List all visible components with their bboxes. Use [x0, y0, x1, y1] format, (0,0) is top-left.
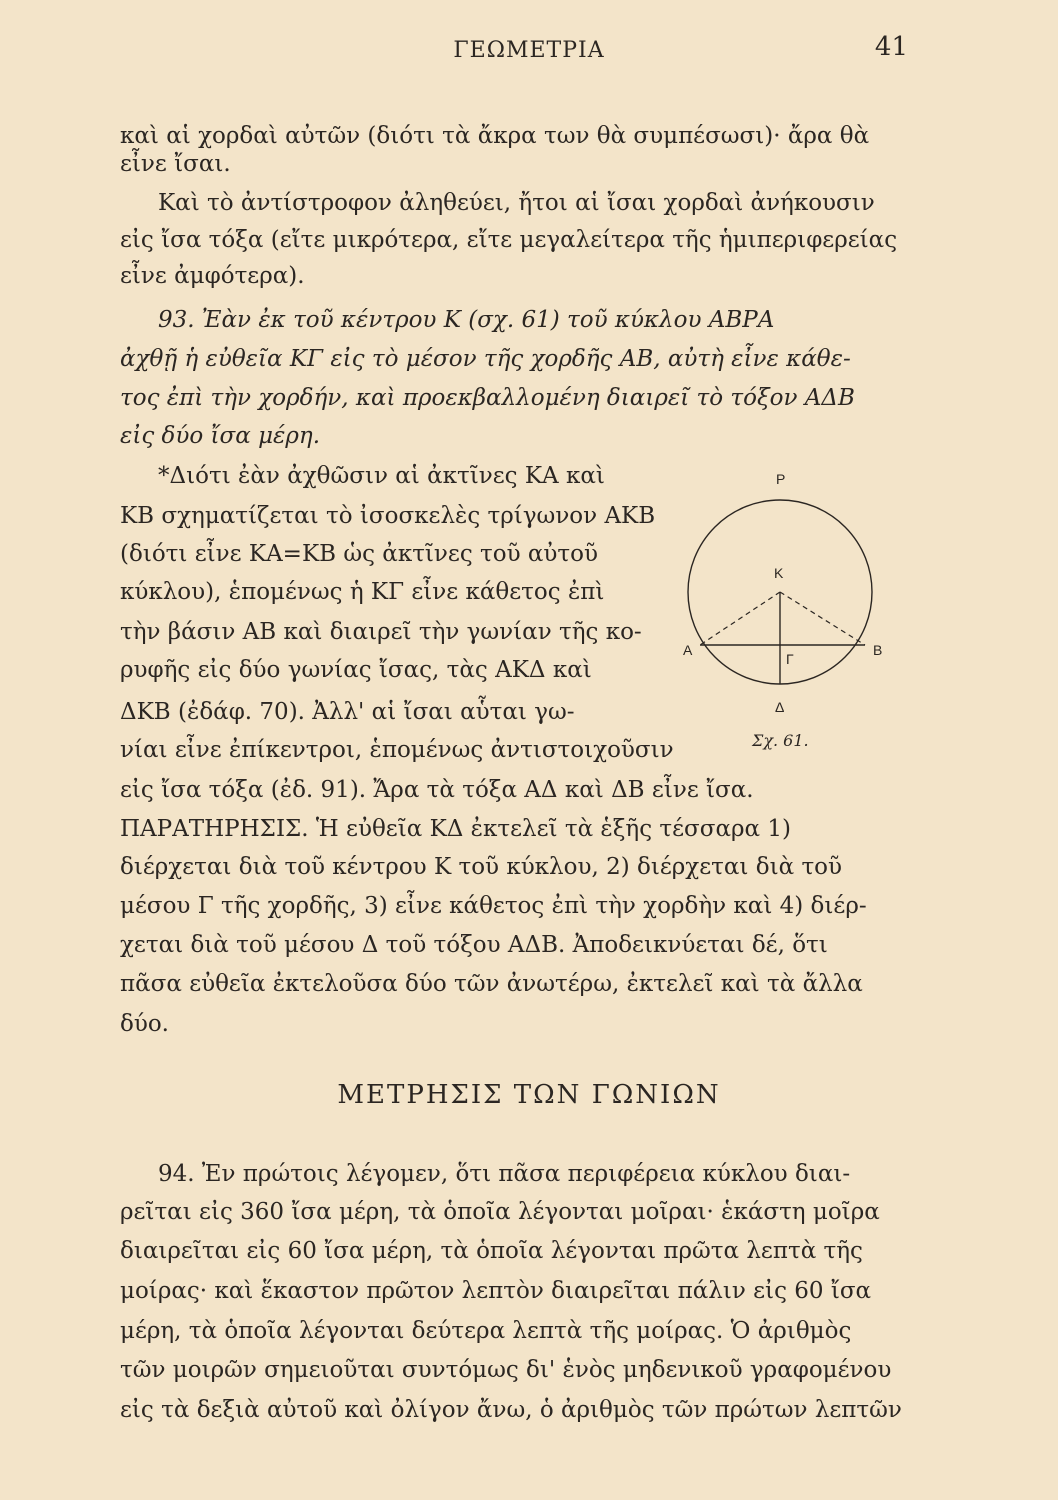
- text-line: *Διότι ἐὰν ἀχθῶσιν αἱ ἀκτῖνες ΚΑ καὶ: [158, 463, 605, 489]
- text-line: τος ἐπὶ τὴν χορδήν, καὶ προεκβαλλομένη διαιρεῖ τὸ τόξον ΑΔΒ: [120, 385, 855, 411]
- text-line: διαιρεῖται εἰς 60 ἴσα μέρη, τὰ ὁποῖα λέγονται πρῶτα λεπτὰ τῆς: [120, 1238, 863, 1264]
- label-p: Ρ: [776, 471, 786, 487]
- text-line: εἶνε ἀμφότερα).: [120, 263, 305, 289]
- label-g: Γ: [786, 651, 794, 667]
- radius-ka: [700, 592, 780, 645]
- text-line: καὶ αἱ χορδαὶ αὐτῶν (διότι τὰ ἄκρα των θὰ συμπέσωσι)· ἄρα θὰ: [120, 123, 870, 149]
- text-line: τῶν μοιρῶν σημειοῦται συντόμως δι' ἑνὸς μηδενικοῦ γραφομένου: [120, 1357, 892, 1383]
- label-a: Α: [683, 642, 693, 658]
- text-line: εἶνε ἴσαι.: [120, 151, 231, 177]
- text-line: τὴν βάσιν ΑΒ καὶ διαιρεῖ τὴν γωνίαν τῆς κο-: [120, 619, 642, 645]
- text-line: ΔΚΒ (ἐδάφ. 70). Ἀλλ' αἱ ἴσαι αὗται γω-: [120, 699, 575, 725]
- section-heading: ΜΕΤΡΗΣΙΣ ΤΩΝ ΓΩΝΙΩΝ: [337, 1080, 721, 1110]
- text-line: δύο.: [120, 1011, 169, 1037]
- text-line: νίαι εἶνε ἐπίκεντροι, ἑπομένως ἀντιστοιχοῦσιν: [120, 737, 674, 763]
- text-line: ἀχθῇ ἡ εὐθεῖα ΚΓ εἰς τὸ μέσον τῆς χορδῆς ΑΒ, αὐτὴ εἶνε κάθε-: [120, 346, 851, 372]
- text-line: εἰς ἴσα τόξα (εἴτε μικρότερα, εἴτε μεγαλείτερα τῆς ἡμιπεριφερείας: [120, 227, 898, 253]
- label-b: Β: [873, 642, 883, 658]
- text-line: Καὶ τὸ ἀντίστροφον ἀληθεύει, ἤτοι αἱ ἴσαι χορδαὶ ἀνήκουσιν: [158, 190, 875, 216]
- text-line: ΠΑΡΑΤΗΡΗΣΙΣ. Ἡ εὐθεῖα ΚΔ ἐκτελεῖ τὰ ἑξῆς τέσσαρα 1): [120, 816, 791, 842]
- text-line: ρυφῆς εἰς δύο γωνίας ἴσας, τὰς ΑΚΔ καὶ: [120, 657, 592, 683]
- text-line: ΚΒ σχηματίζεται τὸ ἰσοσκελὲς τρίγωνον ΑΚΒ: [120, 503, 656, 529]
- text-line: εἰς τὰ δεξιὰ αὐτοῦ καὶ ὀλίγον ἄνω, ὁ ἀριθμὸς τῶν πρώτων λεπτῶν: [120, 1397, 902, 1423]
- label-d: Δ: [775, 699, 785, 715]
- text-line: διέρχεται διὰ τοῦ κέντρου Κ τοῦ κύκλου, 2) διέρχεται διὰ τοῦ: [120, 854, 843, 880]
- text-line: πᾶσα εὐθεῖα ἐκτελοῦσα δύο τῶν ἀνωτέρω, ἐκτελεῖ καὶ τὰ ἄλλα: [120, 971, 863, 997]
- text-line: 93. Ἐὰν ἐκ τοῦ κέντρου Κ (σχ. 61) τοῦ κύκλου ΑΒΡΑ: [158, 307, 775, 333]
- text-line: κύκλου), ἑπομένως ἡ ΚΓ εἶνε κάθετος ἐπὶ: [120, 579, 605, 605]
- radius-kb: [780, 592, 865, 645]
- text-line: μέσου Γ τῆς χορδῆς, 3) εἶνε κάθετος ἐπὶ τὴν χορδὴν καὶ 4) διέρ-: [120, 893, 867, 919]
- label-k: Κ: [774, 565, 784, 581]
- text-line: 94. Ἐν πρώτοις λέγομεν, ὅτι πᾶσα περιφέρεια κύκλου διαι-: [158, 1161, 851, 1187]
- text-line: ρεῖται εἰς 360 ἴσα μέρη, τὰ ὁποῖα λέγονται μοῖραι· ἑκάστη μοῖρα: [120, 1199, 880, 1225]
- page-number: 41: [874, 32, 908, 62]
- text-line: (διότι εἶνε ΚΑ=ΚΒ ὡς ἀκτῖνες τοῦ αὐτοῦ: [120, 541, 598, 567]
- running-header-title: ΓΕΩΜΕΤΡΙΑ: [453, 38, 605, 63]
- text-line: μέρη, τὰ ὁποῖα λέγονται δεύτερα λεπτὰ τῆς μοίρας. Ὁ ἀριθμὸς: [120, 1318, 852, 1344]
- figure-61: [680, 450, 900, 760]
- text-line: μοίρας· καὶ ἕκαστον πρῶτον λεπτὸν διαιρεῖται πάλιν εἰς 60 ἴσα: [120, 1278, 872, 1304]
- figure-caption: Σχ. 61.: [752, 731, 809, 750]
- text-line: εἰς ἴσα τόξα (ἐδ. 91). Ἄρα τὰ τόξα ΑΔ καὶ ΔΒ εἶνε ἴσα.: [120, 777, 754, 803]
- text-line: εἰς δύο ἴσα μέρη.: [120, 423, 321, 449]
- circle-diagram: [680, 450, 900, 760]
- text-line: χεται διὰ τοῦ μέσου Δ τοῦ τόξου ΑΔΒ. Ἀποδεικνύεται δέ, ὅτι: [120, 932, 828, 958]
